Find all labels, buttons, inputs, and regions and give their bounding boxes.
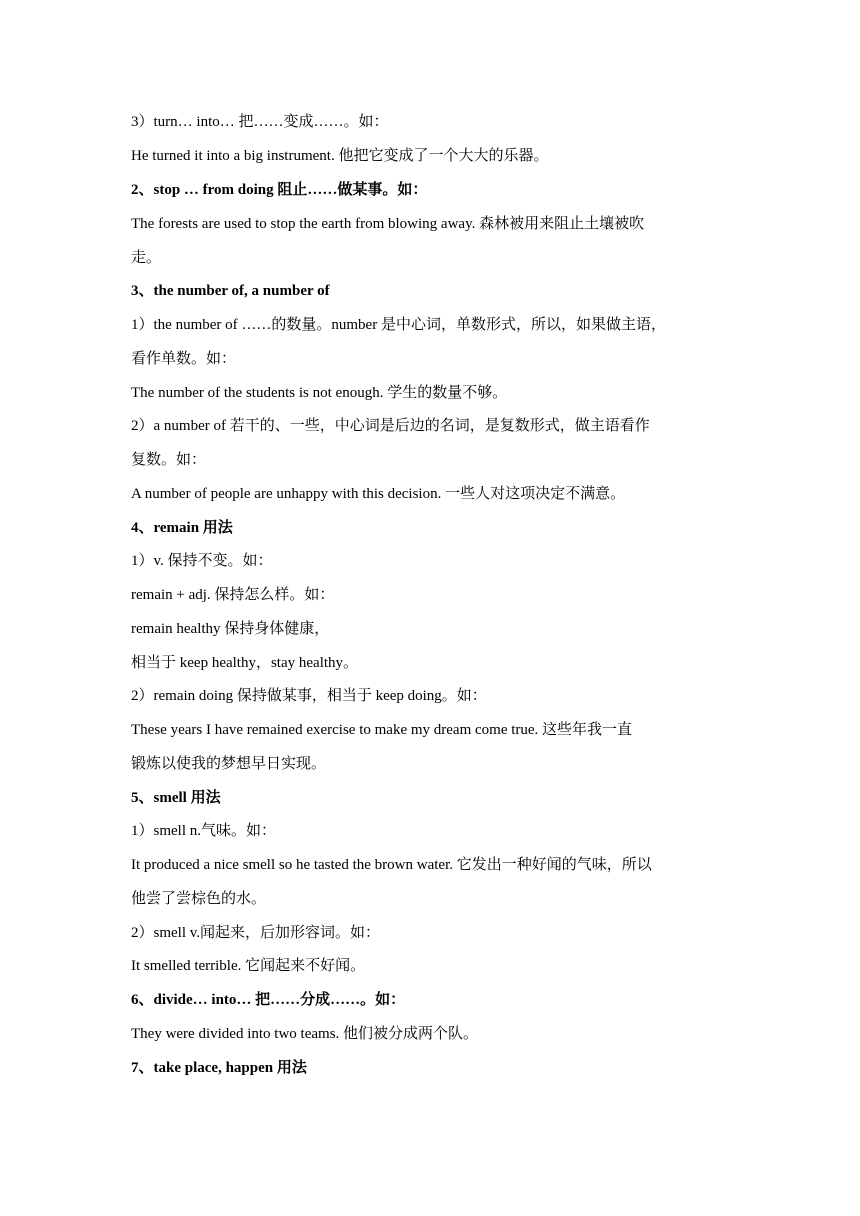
text-line: The number of the students is not enough. 学生的数量不够。: [131, 385, 508, 401]
text-line: 复数。如：: [131, 452, 207, 468]
text-line: 看作单数。如：: [131, 351, 237, 367]
text-line: 1）the number of ……的数量。number 是中心词，单数形式，所以，如果做主语，: [131, 317, 666, 333]
section-heading: 7、take place, happen 用法: [131, 1060, 307, 1076]
text-line: 锻炼以使我的梦想早日实现。: [131, 756, 327, 772]
text-line: 3）turn… into… 把……变成……。如：: [131, 114, 389, 130]
text-line: 1）v. 保持不变。如：: [131, 553, 273, 569]
section-heading: 6、divide… into… 把……分成……。如：: [131, 992, 406, 1008]
section-heading: 5、smell 用法: [131, 790, 221, 806]
text-line: remain healthy 保持身体健康，: [131, 621, 330, 637]
text-line: remain + adj. 保持怎么样。如：: [131, 587, 335, 603]
text-line: It smelled terrible. 它闻起来不好闻。: [131, 958, 366, 974]
section-heading: 3、the number of, a number of: [131, 283, 330, 299]
text-line: 2）smell v.闻起来，后加形容词。如：: [131, 925, 381, 941]
text-line: 2）a number of 若干的、一些，中心词是后边的名词，是复数形式，做主语看作: [131, 418, 650, 434]
text-line: The forests are used to stop the earth from blowing away. 森林被用来阻止土壤被吹: [131, 216, 645, 232]
text-line: 2）remain doing 保持做某事，相当于 keep doing。如：: [131, 688, 487, 704]
text-line: These years I have remained exercise to make my dream come true. 这些年我一直: [131, 722, 633, 738]
text-line: 相当于 keep healthy，stay healthy。: [131, 655, 359, 671]
text-line: They were divided into two teams. 他们被分成两个队。: [131, 1026, 479, 1042]
text-line: A number of people are unhappy with this decision. 一些人对这项决定不满意。: [131, 486, 626, 502]
text-line: He turned it into a big instrument. 他把它变成了一个大大的乐器。: [131, 148, 549, 164]
text-line: 走。: [131, 250, 162, 266]
section-heading: 4、remain 用法: [131, 520, 233, 536]
text-line: 1）smell n.气味。如：: [131, 823, 276, 839]
text-line: It produced a nice smell so he tasted the brown water. 它发出一种好闻的气味，所以: [131, 857, 652, 873]
section-heading: 2、stop … from doing 阻止……做某事。如：: [131, 182, 428, 198]
text-line: 他尝了尝棕色的水。: [131, 891, 267, 907]
